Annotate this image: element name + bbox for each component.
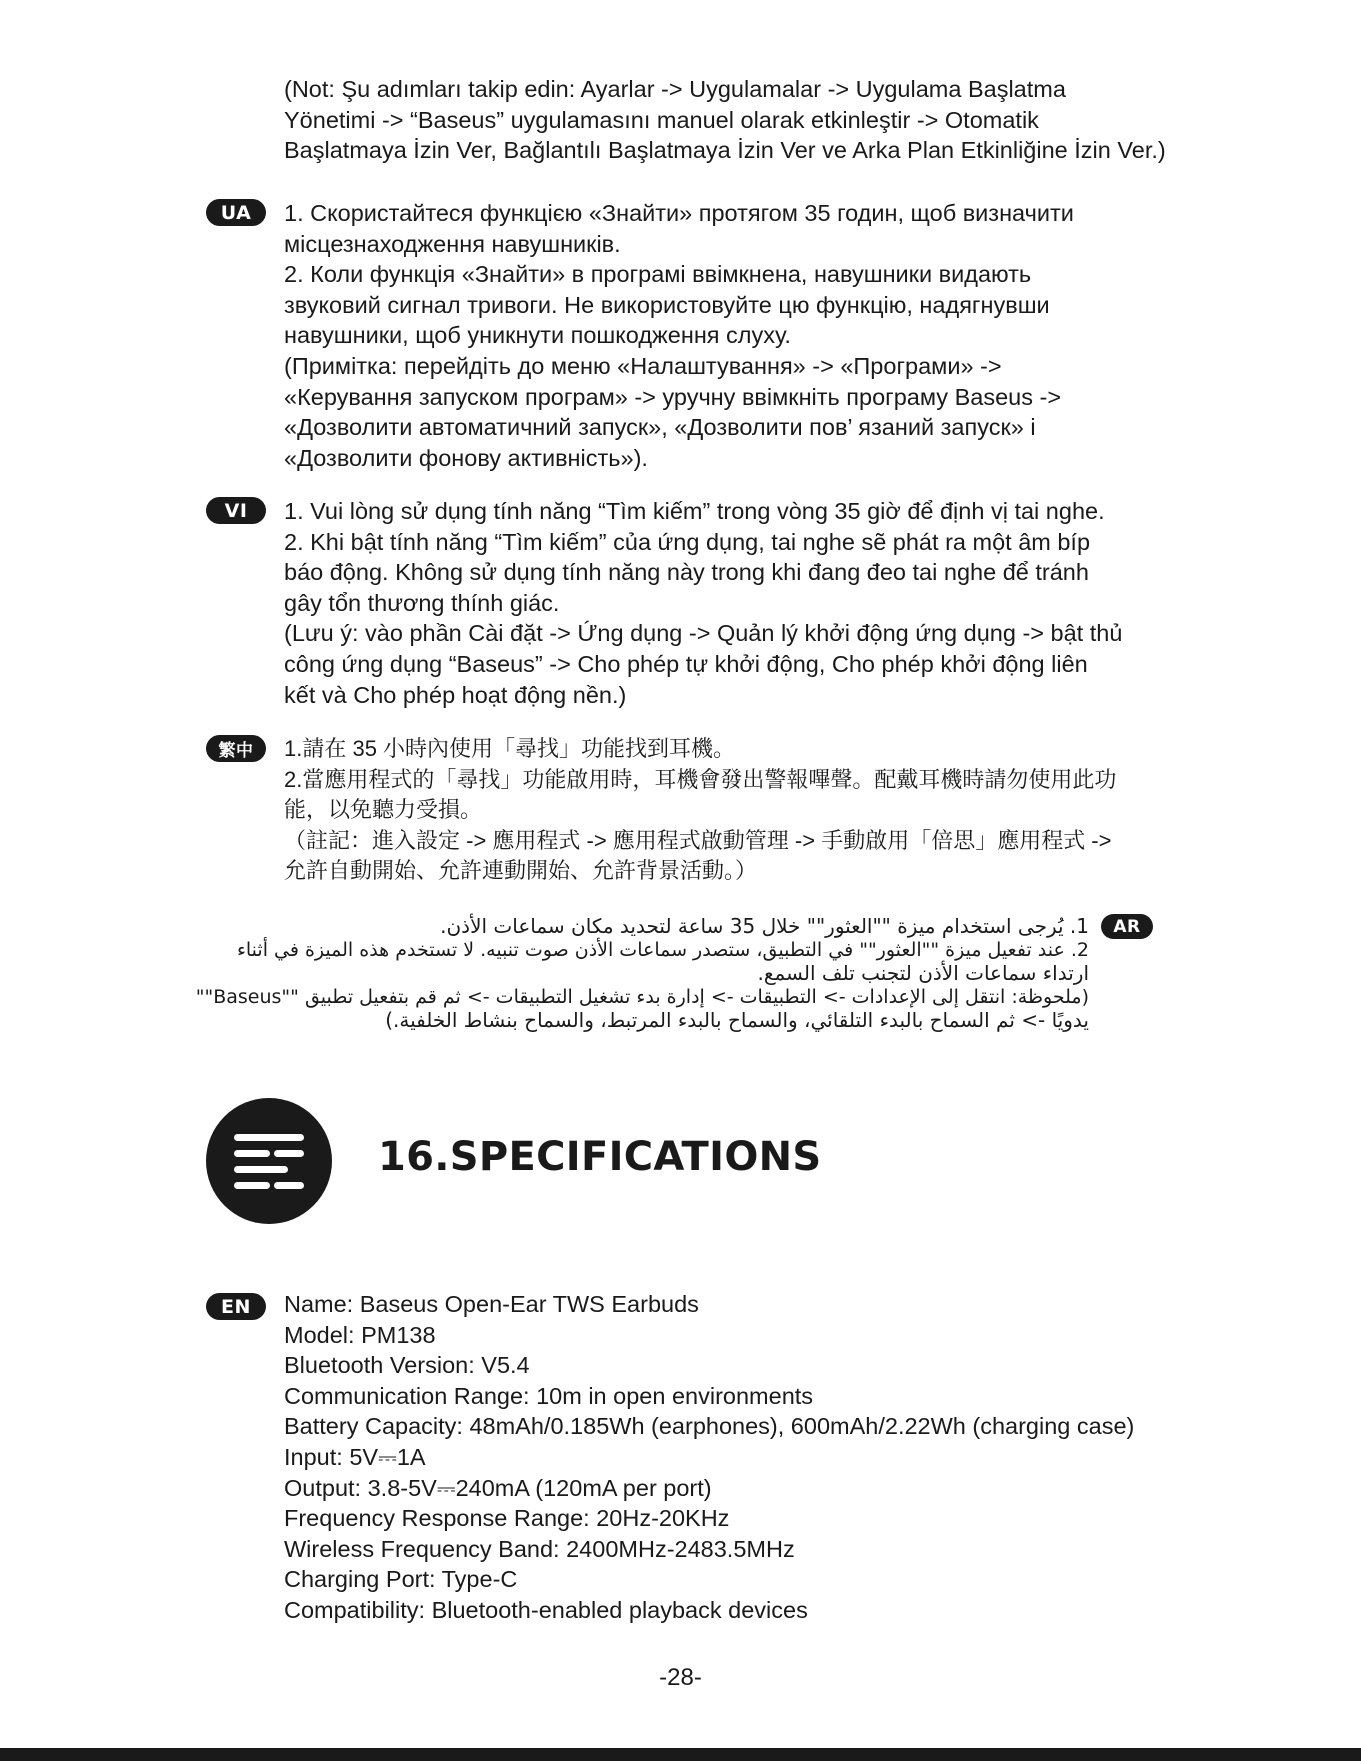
spec-line: Compatibility: Bluetooth-enabled playback devices: [284, 1596, 808, 1623]
text-line: (ملحوظة: انتقل إلى الإعدادات -> التطبيقات -> إدارة بدء تشغيل التطبيقات -> ثم قم بتفعيل تطبيق ""Baseus"": [195, 985, 1089, 1008]
text-line: (Lưu ý: vào phần Cài đặt -> Ứng dụng -> Quản lý khởi động ứng dụng -> bật thủ: [284, 620, 1123, 647]
spec-line: Bluetooth Version: V5.4: [284, 1352, 530, 1379]
text-line: يدويًا -> ثم السماح بالبدء التلقائي، والسماح بالبدء المرتبط، والسماح بنشاط الخلفية.): [385, 1008, 1089, 1032]
ar-text: [195, 914, 1089, 1033]
language-badge-zh: 繁中: [206, 735, 266, 762]
text-line: «Дозволити фонову активність»).: [284, 444, 648, 471]
specs-list: [284, 1289, 1301, 1626]
text-line: công ứng dụng “Baseus” -> Cho phép tự khởi động, Cho phép khởi động liên: [284, 650, 1088, 677]
section-title: 16.SPECIFICATIONS: [378, 1134, 822, 1180]
text-line: «Керування запуском програм» -> уручну ввімкніть програму Baseus ->: [284, 383, 1062, 410]
text-line: «Дозволити автоматичний запуск», «Дозволити пов’ язаний запуск» і: [284, 414, 1036, 441]
zh-text: [284, 734, 1301, 887]
vi-text: [284, 496, 1301, 710]
text-line: звуковий сигнал тривоги. Не використовуйте цю функцію, надягнувши: [284, 291, 1050, 318]
text-line: 能，以免聽力受損。: [284, 797, 483, 823]
text-line: місцезнаходження навушників.: [284, 230, 621, 257]
text-line: 允許自動開始、允許連動開始、允許背景活動。）: [284, 858, 758, 884]
spec-line: Frequency Response Range: 20Hz-20KHz: [284, 1505, 730, 1532]
text-line: Başlatmaya İzin Ver, Bağlantılı Başlatmaya İzin Ver ve Arka Plan Etkinliğine İzin Ver.): [284, 137, 1166, 164]
spec-line: Name: Baseus Open-Ear TWS Earbuds: [284, 1291, 699, 1317]
spec-line: Communication Range: 10m in open environments: [284, 1382, 814, 1409]
page-number: -28-: [659, 1664, 702, 1691]
text-line: gây tổn thương thính giác.: [284, 589, 560, 616]
text-line: báo động. Không sử dụng tính năng này trong khi đang đeo tai nghe để tránh: [284, 559, 1089, 586]
text-line: 2.當應用程式的「尋找」功能啟用時，耳機會發出警報嗶聲。配戴耳機時請勿使用此功: [284, 766, 1117, 792]
bottom-rule: [0, 1748, 1361, 1761]
spec-line: Charging Port: Type-C: [284, 1566, 518, 1593]
text-line: 1. Vui lòng sử dụng tính năng “Tìm kiếm” trong vòng 35 giờ để định vị tai nghe.: [284, 498, 1105, 524]
text-line: 2. Khi bật tính năng “Tìm kiếm” của ứng dụng, tai nghe sẽ phát ra một âm bíp: [284, 528, 1091, 555]
ua-text: [284, 198, 1301, 473]
text-line: kết và Cho phép hoạt động nền.): [284, 681, 627, 708]
text-line: (Примітка: перейдіть до меню «Налаштування» -> «Програми» ->: [284, 352, 1002, 379]
text-line: 1. يُرجى استخدام ميزة ""العثور"" خلال 35 ساعة لتحديد مكان سماعات الأذن.: [440, 914, 1089, 938]
text-line: （註記：進入設定 -> 應用程式 -> 應用程式啟動管理 -> 手動啟用「倍思」應用程式 ->: [284, 827, 1112, 853]
text-line: 2. Коли функція «Знайти» в програмі ввімкнена, навушники видають: [284, 261, 1032, 288]
specifications-list-icon: [206, 1098, 332, 1224]
spec-line: Input: 5V⎓1A: [284, 1443, 426, 1470]
spec-line: Wireless Frequency Band: 2400MHz-2483.5MHz: [284, 1535, 795, 1562]
spec-line: Output: 3.8-5V⎓240mA (120mA per port): [284, 1474, 712, 1501]
text-line: Yönetimi -> “Baseus” uygulamasını manuel olarak etkinleştir -> Otomatik: [284, 106, 1039, 133]
language-badge-ar: AR: [1101, 914, 1153, 939]
text-line: навушники, щоб уникнути пошкодження слуху.: [284, 322, 791, 349]
text-line: 2. عند تفعيل ميزة ""العثور"" في التطبيق، ستصدر سماعات الأذن صوت تنبيه. لا تستخدم هذه الميزة في أثناء: [236, 938, 1089, 961]
spec-line: Battery Capacity: 48mAh/0.185Wh (earphones), 600mAh/2.22Wh (charging case): [284, 1413, 1135, 1440]
language-badge-vi: VI: [206, 497, 266, 524]
text-line: ارتداء سماعات الأذن لتجنب تلف السمع.: [757, 961, 1089, 985]
tr-note-text: [284, 74, 1301, 166]
text-line: (Not: Şu adımları takip edin: Ayarlar -> Uygulamalar -> Uygulama Başlatma: [284, 76, 1066, 102]
text-line: 1.請在 35 小時內使用「尋找」功能找到耳機。: [284, 736, 736, 761]
text-line: 1. Скористайтеся функцією «Знайти» протягом 35 годин, щоб визначити: [284, 200, 1074, 226]
language-badge-en: EN: [206, 1293, 266, 1320]
spec-line: Model: PM138: [284, 1321, 436, 1348]
language-badge-ua: UA: [206, 199, 266, 226]
